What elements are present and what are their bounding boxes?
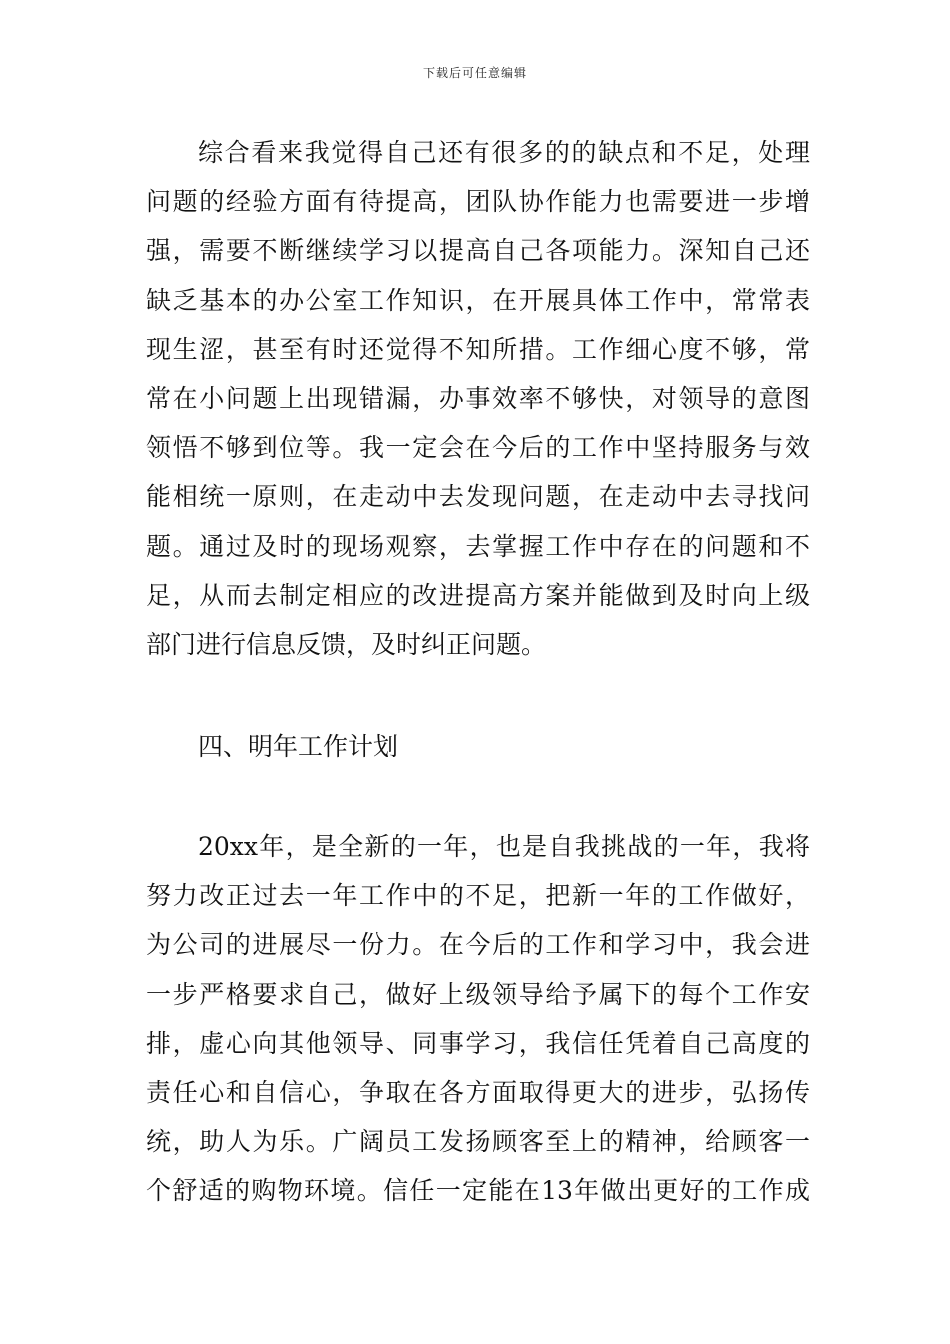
paragraph-line: 常在小问题上出现错漏，办事效率不够快，对领导的意图 — [146, 383, 810, 413]
paragraph-line: 能相统一原则，在走动中去发现问题，在走动中去寻找问 — [146, 482, 810, 512]
paragraph-next-year-plan — [146, 822, 810, 1216]
paragraph-line: 足，从而去制定相应的改进提高方案并能做到及时向上级 — [146, 580, 810, 610]
paragraph-self-assessment — [146, 128, 810, 669]
paragraph-line: 努力改正过去一年工作中的不足，把新一年的工作做好， — [146, 881, 810, 911]
paragraph-line: 题。通过及时的现场观察，去掌握工作中存在的问题和不 — [146, 531, 810, 561]
paragraph-line: 现生涩，甚至有时还觉得不知所措。工作细心度不够，常 — [146, 334, 810, 364]
paragraph-line: 20xx年，是全新的一年，也是自我挑战的一年，我将 — [198, 832, 810, 861]
paragraph-line: 一步严格要求自己，做好上级领导给予属下的每个工作安 — [146, 979, 810, 1009]
paragraph-line: 个舒适的购物环境。信任一定能在13年做出更好的工作成 — [146, 1176, 810, 1206]
paragraph-line: 领悟不够到位等。我一定会在今后的工作中坚持服务与效 — [146, 433, 810, 463]
paragraph-line: 责任心和自信心，争取在各方面取得更大的进步，弘扬传 — [146, 1077, 810, 1107]
paragraph-line: 问题的经验方面有待提高，团队协作能力也需要进一步增 — [146, 187, 810, 217]
paragraph-line: 缺乏基本的办公室工作知识，在开展具体工作中，常常表 — [146, 285, 810, 315]
paragraph-line: 综合看来我觉得自己还有很多的的缺点和不足，处理 — [198, 138, 810, 167]
section-heading: 四、明年工作计划 — [198, 732, 399, 761]
paragraph-line: 强，需要不断继续学习以提高自己各项能力。深知自己还 — [146, 236, 810, 266]
header-note: 下载后可任意编辑 — [422, 66, 527, 80]
paragraph-line: 统，助人为乐。广阔员工发扬顾客至上的精神，给顾客一 — [146, 1127, 810, 1157]
paragraph-line: 部门进行信息反馈，及时纠正问题。 — [146, 629, 547, 659]
paragraph-line: 排，虚心向其他领导、同事学习，我信任凭着自己高度的 — [146, 1028, 810, 1058]
paragraph-line: 为公司的进展尽一份力。在今后的工作和学习中，我会进 — [146, 930, 810, 960]
